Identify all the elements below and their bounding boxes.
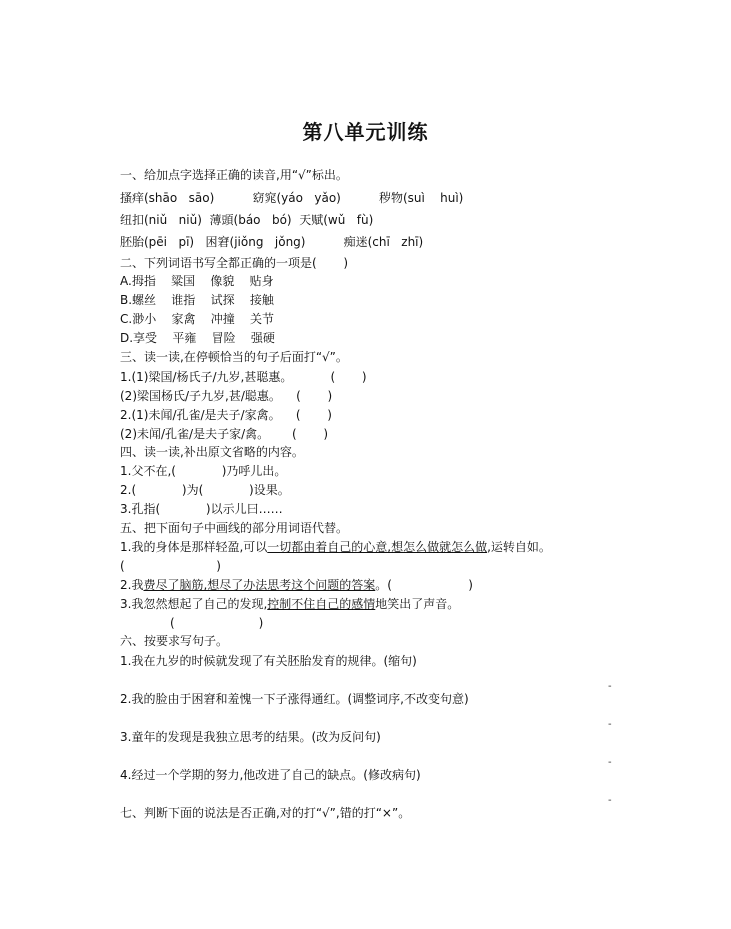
q7-heading: 七、判断下面的说法是否正确,对的打“√”,错的打“×”。 bbox=[120, 806, 411, 820]
q5-line-2 bbox=[120, 577, 473, 593]
q1-heading: 一、给加点字选择正确的读音,用“√”标出。 bbox=[120, 168, 348, 182]
q5-line-3 bbox=[120, 596, 459, 612]
q2-heading: 二、下列词语书写全都正确的一项是( ) bbox=[120, 256, 349, 270]
q4-line-2: 2.( )为( )设果。 bbox=[120, 483, 290, 497]
q5-line-1-text-b: ,运转自如。 bbox=[487, 540, 551, 554]
q1-row-1: 搔痒(shāo sāo) 窈窕(yáo yǎo) 秽物(suì huì) bbox=[120, 191, 464, 205]
q5-line-1 bbox=[120, 539, 551, 555]
q5-line-3-answer: ( ) bbox=[170, 616, 264, 630]
q5-line-2-text-a: 2.我 bbox=[120, 578, 144, 592]
q3-line-1: 1.(1)梁国/杨氏子/九岁,甚聪惠。 ( ) bbox=[120, 370, 367, 384]
q6-line-1: 1.我在九岁的时候就发现了有关胚胎发育的规律。(缩句) bbox=[120, 654, 417, 668]
q2-option-d: D.享受 平雍 冒险 强硬 bbox=[120, 331, 275, 345]
q3-line-3: 2.(1)未闻/孔雀/是夫子/家禽。 ( ) bbox=[120, 408, 332, 422]
q2-option-b: B.螺丝 谁指 试探 接触 bbox=[120, 293, 274, 307]
q6-answer-dash-3: - bbox=[608, 757, 612, 768]
q3-line-4: (2)未闻/孔雀/是夫子家/禽。 ( ) bbox=[120, 427, 329, 441]
q5-line-1-underlined: 一切都由着自己的心意,想怎么做就怎么做 bbox=[267, 540, 488, 554]
q4-line-3: 3.孔指( )以示儿曰…… bbox=[120, 502, 283, 516]
q6-answer-dash-2: - bbox=[608, 719, 612, 730]
q2-option-c: C.渺小 家禽 冲撞 关节 bbox=[120, 312, 274, 326]
q3-line-2: (2)梁国杨氏/子九岁,甚/聪惠。 ( ) bbox=[120, 389, 333, 403]
q1-row-3: 胚胎(pēi pī) 困窘(jiǒng jǒng) 痴迷(chī zhī) bbox=[120, 235, 424, 249]
q1-row-2: 纽扣(niǔ niǔ) 薄頭(báo bó) 天赋(wǔ fù) bbox=[120, 213, 374, 227]
q5-line-3-text-b: 地笑出了声音。 bbox=[375, 597, 460, 611]
q5-line-2-text-b: 。( ) bbox=[375, 578, 473, 592]
q4-line-1: 1.父不在,( )乃呼儿出。 bbox=[120, 464, 287, 478]
q6-line-2: 2.我的脸由于困窘和羞愧一下子涨得通红。(调整词序,不改变句意) bbox=[120, 692, 469, 706]
q6-heading: 六、按要求写句子。 bbox=[120, 634, 229, 648]
q6-line-4: 4.经过一个学期的努力,他改进了自己的缺点。(修改病句) bbox=[120, 768, 421, 782]
q6-answer-dash-1: - bbox=[608, 681, 612, 692]
page-title: 第八单元训练 bbox=[302, 120, 429, 144]
q6-answer-dash-4: - bbox=[608, 795, 612, 806]
q5-line-3-text-a: 3.我忽然想起了自己的发现, bbox=[120, 597, 268, 611]
q5-line-3-underlined: 控制不住自己的感情 bbox=[267, 597, 376, 611]
q2-option-a: A.拇指 粱国 像貌 贴身 bbox=[120, 274, 274, 288]
q6-line-3: 3.童年的发现是我独立思考的结果。(改为反问句) bbox=[120, 730, 381, 744]
q3-heading: 三、读一读,在停顿恰当的句子后面打“√”。 bbox=[120, 350, 348, 364]
q5-line-1-text-a: 1.我的身体是那样轻盈,可以 bbox=[120, 540, 268, 554]
q4-heading: 四、读一读,补出原文省略的内容。 bbox=[120, 445, 304, 459]
q5-heading: 五、把下面句子中画线的部分用词语代替。 bbox=[120, 521, 349, 535]
q5-line-2-underlined: 费尽了脑筋,想尽了办法思考这个问题的答案 bbox=[143, 578, 376, 592]
q5-line-1-answer: ( ) bbox=[120, 559, 221, 573]
